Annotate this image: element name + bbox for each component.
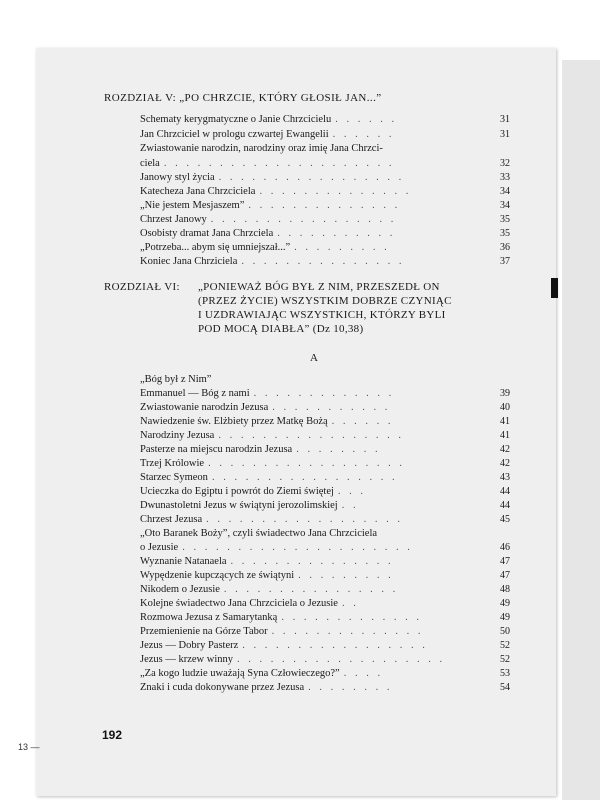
toc-page-number: 40 bbox=[500, 402, 510, 413]
toc-entry: ciela . . . . . . . . . . . . . . . . . . . . . bbox=[140, 158, 395, 169]
toc-page-number: 42 bbox=[500, 444, 510, 455]
toc-page-number: 43 bbox=[500, 472, 510, 483]
toc-page-number: 41 bbox=[500, 430, 510, 441]
toc-page-number: 46 bbox=[500, 542, 510, 553]
toc-entry: Koniec Jana Chrziciela . . . . . . . . . . . . . . . bbox=[140, 256, 405, 267]
toc-page-number: 54 bbox=[500, 682, 510, 693]
toc-page-number: 37 bbox=[500, 256, 510, 267]
chapter-6-title-line: POD MOCĄ DIABŁA” (Dz 10,38) bbox=[198, 323, 364, 335]
adjacent-page-number: 13 — bbox=[18, 742, 40, 752]
toc-page-number: 48 bbox=[500, 584, 510, 595]
toc-entry: Narodziny Jezusa . . . . . . . . . . . . . . . . . bbox=[140, 430, 404, 441]
toc-entry: o Jezusie . . . . . . . . . . . . . . . . . . . . . bbox=[140, 542, 413, 553]
chapter-6-label: ROZDZIAŁ VI: bbox=[104, 281, 180, 293]
toc-entry: Wyznanie Natanaela . . . . . . . . . . . . . . . bbox=[140, 556, 394, 567]
page-tab-marker bbox=[551, 278, 558, 298]
chapter-5-heading: ROZDZIAŁ V: „PO CHRZCIE, KTÓRY GŁOSIŁ JAN...” bbox=[104, 92, 382, 104]
toc-entry: Osobisty dramat Jana Chrzciela . . . . . . . . . . . bbox=[140, 228, 396, 239]
toc-page-number: 35 bbox=[500, 228, 510, 239]
toc-entry: Jan Chrzciciel w prologu czwartej Ewangelii . . . . . . bbox=[140, 129, 395, 140]
toc-page-number: 34 bbox=[500, 186, 510, 197]
toc-entry: Trzej Królowie . . . . . . . . . . . . . . . . . . bbox=[140, 458, 405, 469]
toc-page-number: 49 bbox=[500, 612, 510, 623]
toc-page-number: 34 bbox=[500, 200, 510, 211]
toc-page-number: 50 bbox=[500, 626, 510, 637]
toc-entry: Przemienienie na Górze Tabor . . . . . . . . . . . . . . bbox=[140, 626, 424, 637]
toc-page-number: 44 bbox=[500, 486, 510, 497]
toc-entry: Wypędzenie kupczących ze świątyni . . . . . . . . . bbox=[140, 570, 394, 581]
adjacent-page-edge bbox=[562, 60, 600, 800]
toc-page-number: 39 bbox=[500, 388, 510, 399]
toc-entry: Pasterze na miejscu narodzin Jezusa . . . . . . . . bbox=[140, 444, 381, 455]
toc-page-number: 42 bbox=[500, 458, 510, 469]
toc-page-number: 47 bbox=[500, 570, 510, 581]
toc-entry: Nawiedzenie św. Elżbiety przez Matkę Bożą . . . . . . bbox=[140, 416, 394, 427]
toc-page-number: 53 bbox=[500, 668, 510, 679]
toc-entry: Emmanuel — Bóg z nami . . . . . . . . . . . . . bbox=[140, 388, 395, 399]
toc-entry: Kolejne świadectwo Jana Chrzciciela o Jezusie . . bbox=[140, 598, 359, 609]
toc-page-number: 52 bbox=[500, 654, 510, 665]
toc-entry: Jezus — Dobry Pasterz . . . . . . . . . . . . . . . . . bbox=[140, 640, 428, 651]
toc-entry: Znaki i cuda dokonywane przez Jezusa . . . . . . . . bbox=[140, 682, 393, 693]
toc-entry: Dwunastoletni Jezus w świątyni jerozolimskiej . . bbox=[140, 500, 359, 511]
chapter-6-title-line: I UZDRAWIAJĄC WSZYSTKICH, KTÓRZY BYLI bbox=[198, 309, 446, 321]
toc-entry: „Oto Baranek Boży”, czyli świadectwo Jana Chrzciciela bbox=[140, 528, 378, 539]
chapter-6-title-line: „PONIEWAŻ BÓG BYŁ Z NIM, PRZESZEDŁ ON bbox=[198, 281, 440, 293]
toc-entry: Schematy kerygmatyczne o Janie Chrzcicielu . . . . . . bbox=[140, 114, 398, 125]
page-folio: 192 bbox=[102, 728, 123, 742]
toc-entry: „Potrzeba... abym się umniejszał...” . . . . . . . . . bbox=[140, 242, 390, 253]
toc-entry: Rozmowa Jezusa z Samarytanką . . . . . . . . . . . . . bbox=[140, 612, 422, 623]
toc-entry: Starzec Symeon . . . . . . . . . . . . . . . . . bbox=[140, 472, 398, 483]
toc-page-number: 45 bbox=[500, 514, 510, 525]
toc-entry: Katecheza Jana Chrzciciela . . . . . . . . . . . . . . bbox=[140, 186, 412, 197]
toc-page-number: 47 bbox=[500, 556, 510, 567]
toc-entry: Jezus — krzew winny . . . . . . . . . . . . . . . . . . . bbox=[140, 654, 446, 665]
subsection-title: „Bóg był z Nim” bbox=[140, 374, 212, 385]
toc-entry: Chrzest Janowy . . . . . . . . . . . . . . . . . bbox=[140, 214, 397, 225]
toc-page-number: 31 bbox=[500, 129, 510, 140]
toc-entry: Nikodem o Jezusie . . . . . . . . . . . . . . . . bbox=[140, 584, 399, 595]
section-letter: A bbox=[310, 352, 318, 364]
toc-entry: „Za kogo ludzie uważają Syna Człowieczego?” . . . . bbox=[140, 668, 384, 679]
toc-page-number: 41 bbox=[500, 416, 510, 427]
toc-page-number: 36 bbox=[500, 242, 510, 253]
toc-page-number: 35 bbox=[500, 214, 510, 225]
toc-entry: Zwiastowanie narodzin, narodziny oraz imię Jana Chrzci- bbox=[140, 143, 383, 154]
chapter-6-title-line: (PRZEZ ŻYCIE) WSZYSTKIM DOBRZE CZYNIĄC bbox=[198, 295, 452, 307]
toc-page-number: 49 bbox=[500, 598, 510, 609]
toc-entry: Zwiastowanie narodzin Jezusa . . . . . . . . . . . bbox=[140, 402, 391, 413]
toc-page-number: 52 bbox=[500, 640, 510, 651]
toc-page-number: 33 bbox=[500, 172, 510, 183]
toc-entry: Chrzest Jezusa . . . . . . . . . . . . . . . . . . bbox=[140, 514, 403, 525]
toc-page-number: 44 bbox=[500, 500, 510, 511]
toc-page-number: 32 bbox=[500, 158, 510, 169]
toc-entry: Janowy styl życia . . . . . . . . . . . . . . . . . bbox=[140, 172, 405, 183]
toc-page-number: 31 bbox=[500, 114, 510, 125]
toc-entry: Ucieczka do Egiptu i powrót do Ziemi świętej . . . bbox=[140, 486, 367, 497]
toc-entry: „Nie jestem Mesjaszem” . . . . . . . . . . . . . . bbox=[140, 200, 401, 211]
